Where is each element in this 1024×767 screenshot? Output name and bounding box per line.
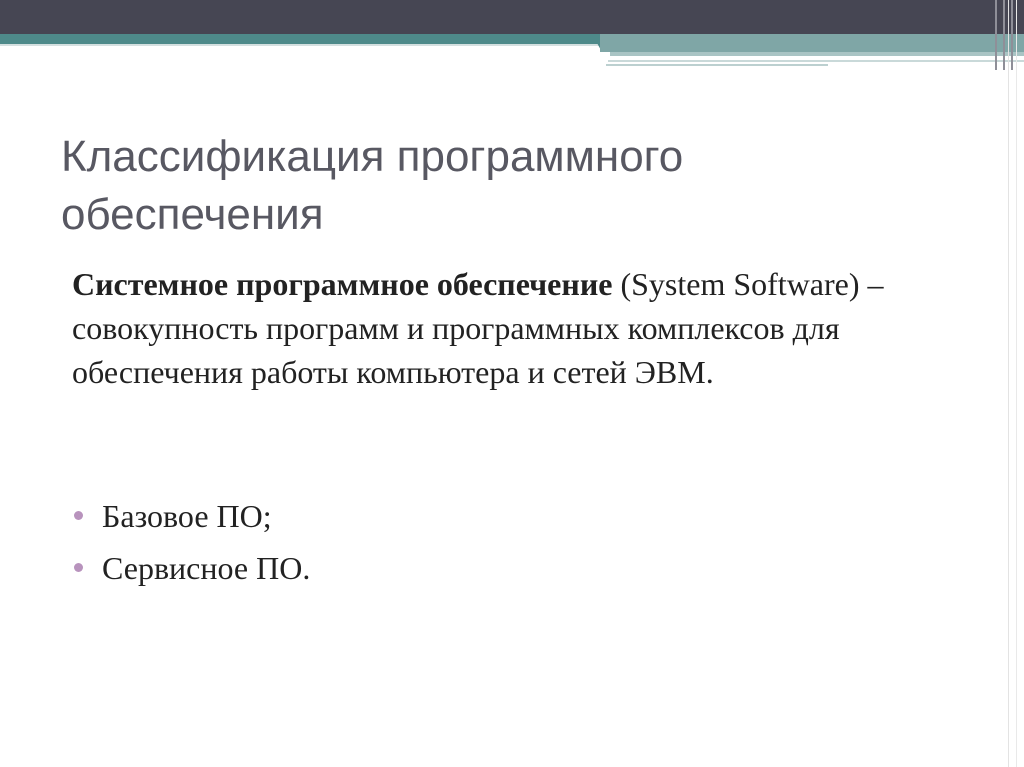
definition-text: (System Software) – совокупность программ и программных комплексов для обеспечения работы компьютера и сетей ЭВМ.	[72, 266, 884, 390]
right-border-line	[1008, 0, 1009, 767]
band-notch	[600, 34, 1024, 52]
list-item	[72, 490, 932, 542]
right-stripe	[1011, 0, 1013, 70]
band-notch-short-line	[606, 64, 828, 66]
top-band-dark	[0, 0, 1024, 34]
list-item	[72, 542, 932, 594]
bullet-list	[72, 490, 932, 594]
bullet-icon	[74, 563, 83, 572]
bullet-icon	[74, 511, 83, 520]
right-stripe	[1003, 0, 1005, 70]
slide-title: Классификация программного обеспечения	[61, 132, 684, 239]
right-stripe	[995, 0, 997, 70]
band-notch-thin-line	[608, 60, 1024, 62]
right-border-line	[1016, 0, 1017, 767]
band-notch-line	[610, 52, 1024, 56]
definition-paragraph	[72, 262, 932, 394]
definition-term: Системное программное обеспечение	[72, 266, 613, 302]
list-item-text: Сервисное ПО.	[102, 550, 311, 586]
list-item-text: Базовое ПО;	[102, 498, 272, 534]
